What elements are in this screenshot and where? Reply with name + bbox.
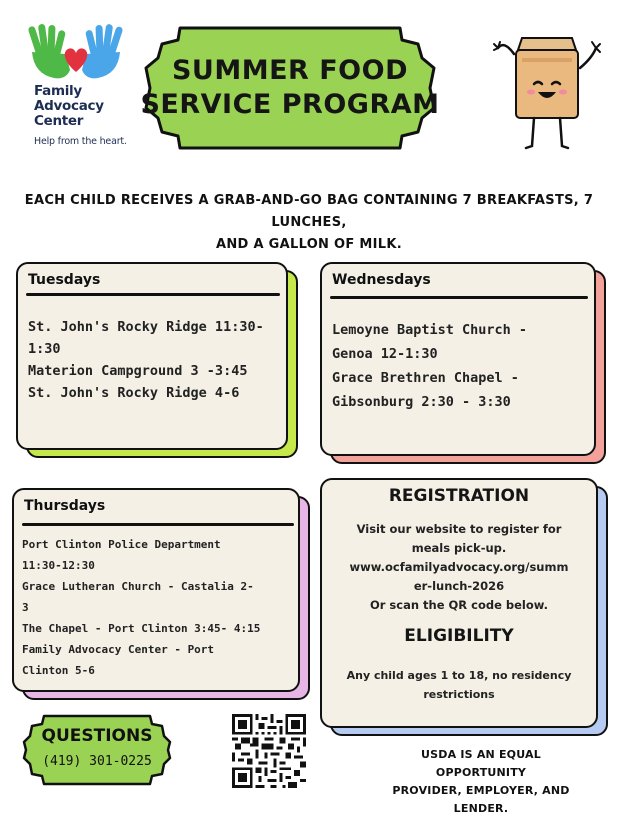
wednesdays-card-panel: [320, 262, 596, 456]
registration-heading: REGISTRATION: [388, 486, 530, 506]
tuesdays-card-panel: [16, 262, 288, 450]
logo-tagline: Help from the heart.: [34, 136, 127, 147]
family-advocacy-center-logo: [22, 22, 152, 152]
thursdays-schedule: [22, 534, 260, 681]
registration-card: [320, 478, 608, 736]
qr-code[interactable]: [232, 714, 306, 788]
tuesdays-line: St. John's Rocky Ridge 4-6: [28, 385, 240, 401]
thursdays-card: [12, 488, 310, 700]
usda-line2: PROVIDER, EMPLOYER, AND LENDER.: [392, 784, 570, 815]
thursdays-line: The Chapel - Port Clinton 3:45- 4:15: [22, 622, 261, 635]
title-line2: SERVICE PROGRAM: [140, 89, 440, 120]
logo-name-line2: Advocacy: [34, 98, 104, 114]
wednesdays-line: Lemoyne Baptist Church -: [332, 322, 528, 338]
tuesdays-card: [16, 262, 298, 458]
questions-badge: [22, 712, 172, 788]
thursdays-line: Port Clinton Police Department: [22, 538, 221, 551]
logo-name-line3: Center: [34, 113, 84, 129]
wednesdays-divider: [330, 296, 588, 299]
thursdays-line: Grace Lutheran Church - Castalia 2-: [22, 580, 254, 593]
page-title: [140, 54, 440, 122]
title-line1: SUMMER FOOD: [171, 55, 408, 86]
intro-line1: EACH CHILD RECEIVES A GRAB-AND-GO BAG CONTAINING 7 BREAKFASTS, 7 LUNCHES,: [24, 193, 594, 230]
wednesdays-schedule: [332, 318, 527, 414]
registration-text: [322, 520, 596, 615]
usda-line1: USDA IS AN EQUAL OPPORTUNITY: [421, 748, 541, 779]
registration-line: Visit our website to register for: [356, 522, 562, 536]
eligibility-heading: ELIGIBILITY: [404, 626, 514, 646]
wednesdays-line: Genoa 12-1:30: [332, 346, 438, 362]
tuesdays-line: 1:30: [28, 341, 61, 357]
thursdays-line: Clinton 5-6: [22, 664, 95, 677]
title-badge: [140, 18, 440, 158]
thursdays-line: 11:30-12:30: [22, 559, 95, 572]
registration-url: www.ocfamilyadvocacy.org/summ: [349, 560, 569, 574]
thursdays-card-panel: [12, 488, 300, 692]
questions-phone[interactable]: (419) 301-0225: [42, 754, 152, 769]
tuesdays-divider: [26, 293, 280, 296]
hands-heart-icon: [26, 22, 126, 84]
thursdays-line: Family Advocacy Center - Port: [22, 643, 215, 656]
intro-line2: AND A GALLON OF MILK.: [216, 237, 402, 252]
tuesdays-line: Materion Campground 3 -3:45: [28, 363, 248, 379]
eligibility-line: restrictions: [423, 688, 495, 701]
wednesdays-heading: Wednesdays: [332, 272, 431, 288]
tuesdays-line: St. John's Rocky Ridge 11:30-: [28, 319, 264, 335]
thursdays-line: 3: [22, 601, 29, 614]
tuesdays-schedule: [28, 316, 264, 404]
logo-name-line1: Family: [34, 83, 82, 99]
wednesdays-line: Gibsonburg 2:30 - 3:30: [332, 394, 511, 410]
intro-text: [10, 190, 608, 256]
questions-badge-shape: [22, 712, 172, 788]
registration-line: Or scan the QR code below.: [369, 598, 549, 612]
wednesdays-line: Grace Brethren Chapel -: [332, 370, 519, 386]
questions-title: QUESTIONS: [41, 726, 153, 746]
registration-line: meals pick-up.: [411, 541, 507, 555]
logo-name: [34, 84, 104, 129]
usda-statement: [376, 746, 586, 818]
thursdays-divider: [22, 523, 294, 526]
registration-card-panel: [320, 478, 598, 728]
eligibility-line: Any child ages 1 to 18, no residency: [346, 669, 572, 682]
registration-url: er-lunch-2026: [413, 579, 505, 593]
smiling-paper-bag-mascot: [492, 28, 602, 158]
thursdays-heading: Thursdays: [24, 498, 106, 514]
eligibility-text: [322, 666, 596, 704]
tuesdays-heading: Tuesdays: [28, 272, 101, 288]
wednesdays-card: [320, 262, 608, 464]
